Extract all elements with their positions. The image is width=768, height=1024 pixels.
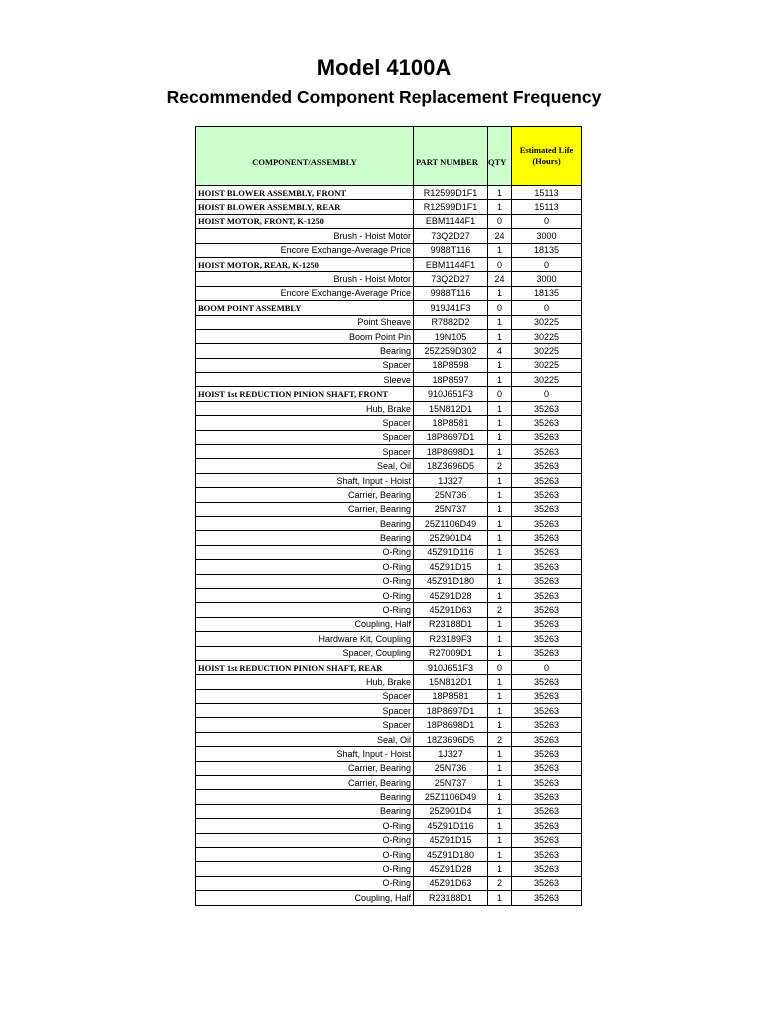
part-number-cell: 73Q2D27	[414, 272, 488, 286]
part-number-cell: R27009D1	[414, 646, 488, 660]
component-cell: HOIST 1st REDUCTION PINION SHAFT, REAR	[196, 660, 414, 674]
component-cell: Seal, Oil	[196, 459, 414, 473]
table-row	[196, 891, 582, 905]
estimated-life-cell: 30225	[512, 315, 582, 329]
estimated-life-cell: 3000	[512, 272, 582, 286]
part-number-cell: 25N737	[414, 502, 488, 516]
component-cell: Boom Point Pin	[196, 329, 414, 343]
estimated-life-cell: 0	[512, 257, 582, 271]
estimated-life-cell: 30225	[512, 373, 582, 387]
estimated-life-cell: 35263	[512, 833, 582, 847]
part-number-cell: 910J651F3	[414, 387, 488, 401]
component-cell: Spacer	[196, 445, 414, 459]
estimated-life-cell: 30225	[512, 358, 582, 372]
part-number-cell: R23189F3	[414, 632, 488, 646]
estimated-life-cell: 35263	[512, 732, 582, 746]
part-number-cell: 18P8581	[414, 416, 488, 430]
table-group-row	[196, 186, 582, 200]
part-number-cell: R23188D1	[414, 617, 488, 631]
table-row	[196, 862, 582, 876]
part-number-cell: R7882D2	[414, 315, 488, 329]
qty-cell: 2	[488, 876, 512, 890]
estimated-life-cell: 35263	[512, 675, 582, 689]
estimated-life-cell: 35263	[512, 632, 582, 646]
qty-cell: 1	[488, 632, 512, 646]
part-number-cell: 25Z1106D49	[414, 516, 488, 530]
component-cell: O-Ring	[196, 588, 414, 602]
part-number-cell: 45Z91D28	[414, 862, 488, 876]
column-header-qty: QTY	[488, 127, 512, 186]
component-cell: Brush - Hoist Motor	[196, 229, 414, 243]
component-cell: Bearing	[196, 516, 414, 530]
qty-cell: 1	[488, 531, 512, 545]
table-row	[196, 603, 582, 617]
component-cell: Spacer	[196, 416, 414, 430]
qty-cell: 1	[488, 358, 512, 372]
table-row	[196, 876, 582, 890]
estimated-life-cell: 0	[512, 301, 582, 315]
estimated-life-cell: 35263	[512, 704, 582, 718]
estimated-life-cell: 35263	[512, 819, 582, 833]
qty-cell: 2	[488, 459, 512, 473]
table-row	[196, 574, 582, 588]
table-row	[196, 516, 582, 530]
estimated-life-cell: 18135	[512, 243, 582, 257]
qty-cell: 1	[488, 401, 512, 415]
part-number-cell: 73Q2D27	[414, 229, 488, 243]
component-cell: O-Ring	[196, 862, 414, 876]
component-cell: Bearing	[196, 531, 414, 545]
estimated-life-cell: 15113	[512, 200, 582, 214]
qty-cell: 1	[488, 847, 512, 861]
component-cell: O-Ring	[196, 603, 414, 617]
part-number-cell: 1J327	[414, 747, 488, 761]
part-number-cell: 9988T116	[414, 286, 488, 300]
estimated-life-cell: 35263	[512, 747, 582, 761]
qty-cell: 1	[488, 689, 512, 703]
table-row	[196, 459, 582, 473]
qty-cell: 1	[488, 560, 512, 574]
part-number-cell: 45Z91D180	[414, 847, 488, 861]
estimated-life-cell: 35263	[512, 617, 582, 631]
estimated-life-cell: 35263	[512, 891, 582, 905]
table-row	[196, 531, 582, 545]
column-header-component: COMPONENT/ASSEMBLY	[196, 127, 414, 186]
component-cell: Carrier, Bearing	[196, 502, 414, 516]
estimated-life-cell: 0	[512, 387, 582, 401]
estimated-life-cell: 30225	[512, 344, 582, 358]
table-row	[196, 833, 582, 847]
part-number-cell: R12599D1F1	[414, 200, 488, 214]
estimated-life-cell: 35263	[512, 574, 582, 588]
table-row	[196, 617, 582, 631]
qty-cell: 1	[488, 747, 512, 761]
qty-cell: 1	[488, 545, 512, 559]
qty-cell: 0	[488, 387, 512, 401]
component-cell: BOOM POINT ASSEMBLY	[196, 301, 414, 315]
table-group-row	[196, 387, 582, 401]
component-cell: Spacer	[196, 689, 414, 703]
table-row	[196, 229, 582, 243]
component-cell: Carrier, Bearing	[196, 761, 414, 775]
part-number-cell: 45Z91D63	[414, 876, 488, 890]
estimated-life-cell: 35263	[512, 416, 582, 430]
component-cell: Seal, Oil	[196, 732, 414, 746]
table-group-row	[196, 301, 582, 315]
component-table	[195, 126, 582, 906]
part-number-cell: 45Z91D28	[414, 588, 488, 602]
table-group-row	[196, 200, 582, 214]
qty-cell: 2	[488, 732, 512, 746]
component-cell: Coupling, Half	[196, 891, 414, 905]
component-cell: Bearing	[196, 790, 414, 804]
table-row	[196, 776, 582, 790]
component-cell: HOIST MOTOR, FRONT, K-1250	[196, 214, 414, 228]
component-cell: HOIST BLOWER ASSEMBLY, REAR	[196, 200, 414, 214]
qty-cell: 0	[488, 660, 512, 674]
estimated-life-cell: 35263	[512, 790, 582, 804]
component-cell: O-Ring	[196, 560, 414, 574]
part-number-cell: 45Z91D15	[414, 833, 488, 847]
part-number-cell: 910J651F3	[414, 660, 488, 674]
estimated-life-cell: 18135	[512, 286, 582, 300]
table-row	[196, 804, 582, 818]
component-cell: O-Ring	[196, 847, 414, 861]
part-number-cell: R23188D1	[414, 891, 488, 905]
part-number-cell: 15N812D1	[414, 675, 488, 689]
estimated-life-cell: 35263	[512, 847, 582, 861]
table-row	[196, 430, 582, 444]
qty-cell: 1	[488, 243, 512, 257]
part-number-cell: 18P8697D1	[414, 430, 488, 444]
estimated-life-cell: 3000	[512, 229, 582, 243]
component-cell: Carrier, Bearing	[196, 776, 414, 790]
qty-cell: 0	[488, 301, 512, 315]
table-body	[196, 186, 582, 906]
estimated-life-cell: 35263	[512, 473, 582, 487]
part-number-cell: 18P8698D1	[414, 445, 488, 459]
qty-cell: 1	[488, 186, 512, 200]
part-number-cell: 18P8598	[414, 358, 488, 372]
component-cell: Spacer	[196, 704, 414, 718]
qty-cell: 1	[488, 373, 512, 387]
part-number-cell: 25N736	[414, 488, 488, 502]
qty-cell: 1	[488, 445, 512, 459]
table-row	[196, 675, 582, 689]
component-cell: O-Ring	[196, 819, 414, 833]
table-row	[196, 761, 582, 775]
part-number-cell: EBM1144F1	[414, 214, 488, 228]
estimated-life-cell: 35263	[512, 804, 582, 818]
table-row	[196, 646, 582, 660]
component-cell: Hub, Brake	[196, 401, 414, 415]
table-row	[196, 272, 582, 286]
qty-cell: 1	[488, 329, 512, 343]
table-group-row	[196, 214, 582, 228]
part-number-cell: 45Z91D180	[414, 574, 488, 588]
estimated-life-cell: 35263	[512, 776, 582, 790]
qty-cell: 1	[488, 819, 512, 833]
part-number-cell: 18P8698D1	[414, 718, 488, 732]
part-number-cell: 25Z901D4	[414, 804, 488, 818]
part-number-cell: 15N812D1	[414, 401, 488, 415]
table-row	[196, 373, 582, 387]
estimated-life-cell: 35263	[512, 545, 582, 559]
qty-cell: 1	[488, 430, 512, 444]
estimated-life-cell: 30225	[512, 329, 582, 343]
component-cell: Spacer	[196, 430, 414, 444]
estimated-life-cell: 35263	[512, 502, 582, 516]
qty-cell: 1	[488, 617, 512, 631]
table-row	[196, 847, 582, 861]
table-row	[196, 416, 582, 430]
part-number-cell: 25Z1106D49	[414, 790, 488, 804]
part-number-cell: 25N736	[414, 761, 488, 775]
component-cell: O-Ring	[196, 545, 414, 559]
qty-cell: 4	[488, 344, 512, 358]
table-row	[196, 560, 582, 574]
table-row	[196, 632, 582, 646]
qty-cell: 1	[488, 315, 512, 329]
table-row	[196, 358, 582, 372]
qty-cell: 0	[488, 257, 512, 271]
estimated-life-cell: 0	[512, 214, 582, 228]
part-number-cell: 45Z91D116	[414, 819, 488, 833]
table-row	[196, 315, 582, 329]
component-cell: Shaft, Input - Hoist	[196, 747, 414, 761]
table-row	[196, 819, 582, 833]
table-row	[196, 243, 582, 257]
qty-cell: 1	[488, 776, 512, 790]
column-header-estimated-life: Estimated Life (Hours)	[512, 127, 582, 186]
estimated-life-cell: 35263	[512, 689, 582, 703]
component-cell: HOIST MOTOR, REAR, K-1250	[196, 257, 414, 271]
estimated-life-cell: 35263	[512, 603, 582, 617]
part-number-cell: 18P8581	[414, 689, 488, 703]
estimated-life-cell: 35263	[512, 718, 582, 732]
estimated-life-cell: 35263	[512, 445, 582, 459]
estimated-life-cell: 35263	[512, 646, 582, 660]
table-row	[196, 588, 582, 602]
part-number-cell: 18P8697D1	[414, 704, 488, 718]
estimated-life-cell: 35263	[512, 588, 582, 602]
estimated-life-cell: 35263	[512, 516, 582, 530]
part-number-cell: R12599D1F1	[414, 186, 488, 200]
qty-cell: 24	[488, 229, 512, 243]
table-row	[196, 488, 582, 502]
table-row	[196, 689, 582, 703]
estimated-life-cell: 35263	[512, 459, 582, 473]
qty-cell: 1	[488, 588, 512, 602]
estimated-life-cell: 35263	[512, 531, 582, 545]
qty-cell: 1	[488, 473, 512, 487]
qty-cell: 1	[488, 862, 512, 876]
table-row	[196, 473, 582, 487]
estimated-life-cell: 0	[512, 660, 582, 674]
qty-cell: 1	[488, 516, 512, 530]
component-cell: Encore Exchange-Average Price	[196, 243, 414, 257]
component-cell: Point Sheave	[196, 315, 414, 329]
component-cell: Spacer	[196, 358, 414, 372]
component-cell: Carrier, Bearing	[196, 488, 414, 502]
component-cell: Hub, Brake	[196, 675, 414, 689]
component-cell: Hardware Kit, Coupling	[196, 632, 414, 646]
estimated-life-cell: 15113	[512, 186, 582, 200]
estimated-life-cell: 35263	[512, 430, 582, 444]
part-number-cell: EBM1144F1	[414, 257, 488, 271]
part-number-cell: 45Z91D116	[414, 545, 488, 559]
qty-cell: 1	[488, 502, 512, 516]
table-row	[196, 502, 582, 516]
component-cell: Sleeve	[196, 373, 414, 387]
table-row	[196, 732, 582, 746]
qty-cell: 1	[488, 790, 512, 804]
table-group-row	[196, 660, 582, 674]
component-cell: Bearing	[196, 804, 414, 818]
table-header-row	[196, 127, 582, 186]
qty-cell: 1	[488, 761, 512, 775]
table-row	[196, 790, 582, 804]
page-title: Model 4100A	[316, 55, 452, 80]
qty-cell: 1	[488, 804, 512, 818]
part-number-cell: 45Z91D15	[414, 560, 488, 574]
component-cell: Encore Exchange-Average Price	[196, 286, 414, 300]
part-number-cell: 25Z259D302	[414, 344, 488, 358]
table-row	[196, 329, 582, 343]
page-subtitle: Recommended Component Replacement Frequency	[166, 87, 602, 107]
table-row	[196, 545, 582, 559]
qty-cell: 1	[488, 718, 512, 732]
component-cell: Bearing	[196, 344, 414, 358]
part-number-cell: 18P8597	[414, 373, 488, 387]
table-row	[196, 704, 582, 718]
qty-cell: 1	[488, 286, 512, 300]
table-row	[196, 286, 582, 300]
part-number-cell: 9988T116	[414, 243, 488, 257]
qty-cell: 1	[488, 574, 512, 588]
component-cell: O-Ring	[196, 876, 414, 890]
part-number-cell: 919J41F3	[414, 301, 488, 315]
qty-cell: 1	[488, 675, 512, 689]
component-cell: HOIST 1st REDUCTION PINION SHAFT, FRONT	[196, 387, 414, 401]
qty-cell: 1	[488, 488, 512, 502]
qty-cell: 1	[488, 833, 512, 847]
table-row	[196, 401, 582, 415]
table-group-row	[196, 257, 582, 271]
estimated-life-cell: 35263	[512, 560, 582, 574]
part-number-cell: 19N105	[414, 329, 488, 343]
table-row	[196, 718, 582, 732]
table-row	[196, 445, 582, 459]
estimated-life-cell: 35263	[512, 761, 582, 775]
qty-cell: 1	[488, 646, 512, 660]
component-cell: Coupling, Half	[196, 617, 414, 631]
part-number-cell: 45Z91D63	[414, 603, 488, 617]
qty-cell: 1	[488, 891, 512, 905]
estimated-life-cell: 35263	[512, 876, 582, 890]
qty-cell: 1	[488, 416, 512, 430]
qty-cell: 2	[488, 603, 512, 617]
qty-cell: 0	[488, 214, 512, 228]
qty-cell: 1	[488, 704, 512, 718]
component-cell: Brush - Hoist Motor	[196, 272, 414, 286]
component-cell: HOIST BLOWER ASSEMBLY, FRONT	[196, 186, 414, 200]
column-header-part-number: PART NUMBER	[414, 127, 488, 186]
qty-cell: 24	[488, 272, 512, 286]
estimated-life-cell: 35263	[512, 488, 582, 502]
estimated-life-cell: 35263	[512, 401, 582, 415]
estimated-life-cell: 35263	[512, 862, 582, 876]
qty-cell: 1	[488, 200, 512, 214]
component-cell: Spacer	[196, 718, 414, 732]
component-cell: Spacer, Coupling	[196, 646, 414, 660]
part-number-cell: 25N737	[414, 776, 488, 790]
component-cell: O-Ring	[196, 833, 414, 847]
part-number-cell: 25Z901D4	[414, 531, 488, 545]
component-cell: Shaft, Input - Hoist	[196, 473, 414, 487]
part-number-cell: 18Z3696D5	[414, 459, 488, 473]
table-row	[196, 344, 582, 358]
table-row	[196, 747, 582, 761]
part-number-cell: 18Z3696D5	[414, 732, 488, 746]
component-cell: O-Ring	[196, 574, 414, 588]
part-number-cell: 1J327	[414, 473, 488, 487]
